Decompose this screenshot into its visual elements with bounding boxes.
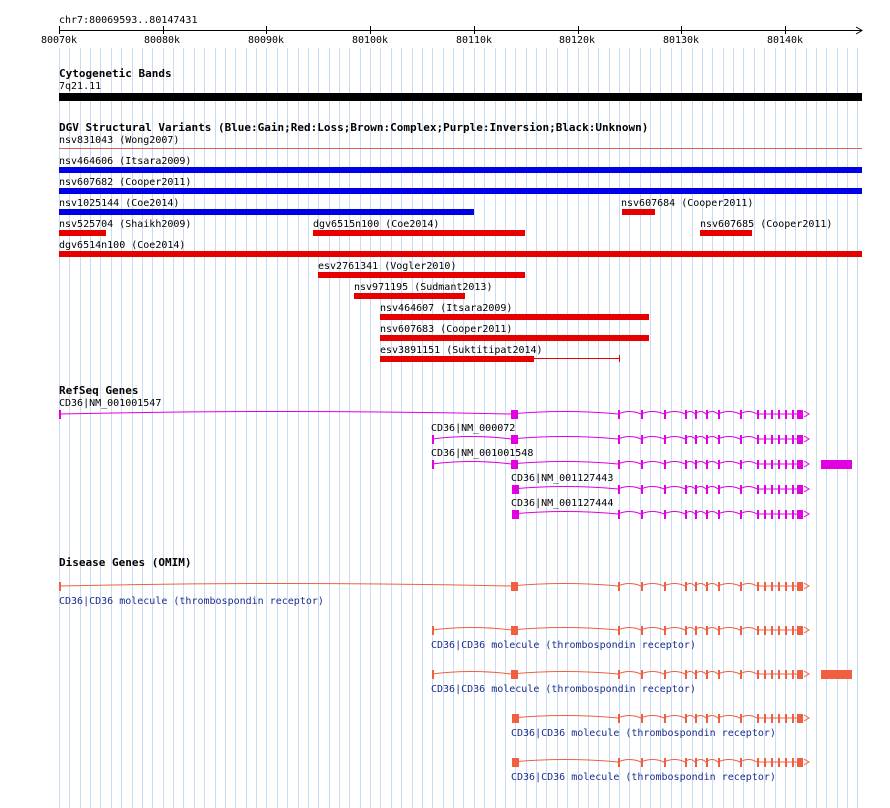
variant-label[interactable]: esv3891151 (Suktitipat2014): [380, 345, 543, 356]
transcript-label[interactable]: CD36|NM_001127443: [511, 473, 614, 484]
variant-label[interactable]: nsv607682 (Cooper2011): [59, 177, 192, 188]
cytoband-track-title: Cytogenetic Bands: [59, 67, 172, 80]
ruler-tick-label: 80090k: [247, 35, 285, 46]
ruler-tick-label: 80110k: [455, 35, 493, 46]
variant-label[interactable]: nsv1025144 (Coe2014): [59, 198, 180, 209]
omim-gene-label[interactable]: CD36|CD36 molecule (thrombospondin receptor): [431, 640, 696, 651]
ruler-tick-label: 80100k: [351, 35, 389, 46]
transcript-label[interactable]: CD36|NM_001001548: [431, 448, 534, 459]
variant-label[interactable]: nsv607685 (Cooper2011): [700, 219, 833, 230]
ruler-tick-label: 80140k: [766, 35, 804, 46]
transcript-label[interactable]: CD36|NM_000072: [431, 423, 516, 434]
omim-gene-label[interactable]: CD36|CD36 molecule (thrombospondin receptor): [511, 772, 776, 783]
omim-gene-label[interactable]: CD36|CD36 molecule (thrombospondin receptor): [431, 684, 696, 695]
ruler-tick-label: 80130k: [662, 35, 700, 46]
refseq-track-title: RefSeq Genes: [59, 384, 139, 397]
variant-label[interactable]: esv2761341 (Vogler2010): [318, 261, 457, 272]
variant-label[interactable]: dgv6515n100 (Coe2014): [313, 219, 440, 230]
omim-track-title: Disease Genes (OMIM): [59, 556, 192, 569]
omim-gene-label[interactable]: CD36|CD36 molecule (thrombospondin receptor): [511, 728, 776, 739]
omim-gene-label[interactable]: CD36|CD36 molecule (thrombospondin receptor): [59, 596, 324, 607]
variant-label[interactable]: nsv971195 (Sudmant2013): [354, 282, 493, 293]
ruler-tick-label: 80070k: [40, 35, 78, 46]
variant-label[interactable]: nsv607684 (Cooper2011): [621, 198, 754, 209]
variant-label[interactable]: nsv607683 (Cooper2011): [380, 324, 513, 335]
transcript-label[interactable]: CD36|NM_001127444: [511, 498, 614, 509]
dgv-track-title: DGV Structural Variants (Blue:Gain;Red:Loss;Brown:Complex;Purple:Inversion;Black:Unknown): [59, 121, 649, 134]
location-label: chr7:80069593..80147431: [59, 15, 198, 26]
ruler-tick-label: 80120k: [558, 35, 596, 46]
variant-label[interactable]: nsv525704 (Shaikh2009): [59, 219, 192, 230]
variant-label[interactable]: dgv6514n100 (Coe2014): [59, 240, 186, 251]
variant-label[interactable]: nsv464606 (Itsara2009): [59, 156, 192, 167]
transcript-label[interactable]: CD36|NM_001001547: [59, 398, 162, 409]
cytoband-label: 7q21.11: [59, 81, 102, 92]
ruler-tick-label: 80080k: [143, 35, 181, 46]
variant-label[interactable]: nsv831043 (Wong2007): [59, 135, 180, 146]
variant-label[interactable]: nsv464607 (Itsara2009): [380, 303, 513, 314]
